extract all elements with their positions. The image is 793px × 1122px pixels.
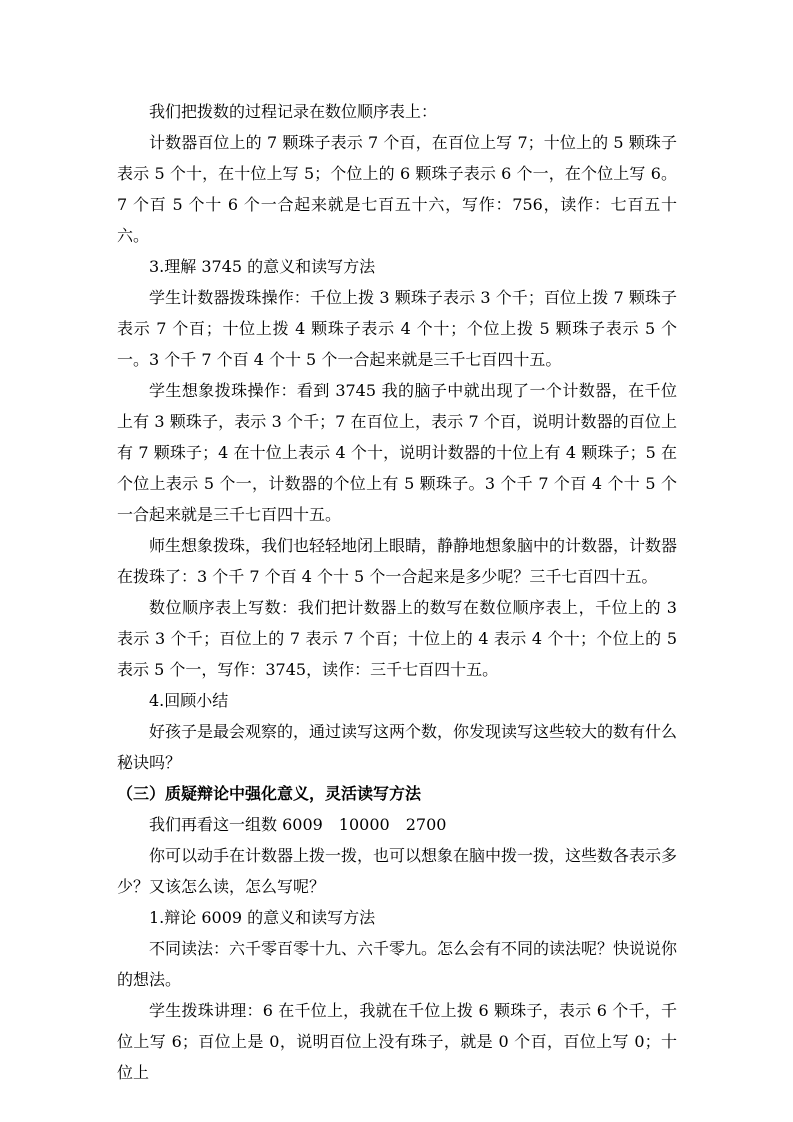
paragraph-record-intro: 我们把拨数的过程记录在数位顺序表上：	[149, 102, 438, 121]
paragraph-756-explanation: 计数器百位上的 7 颗珠子表示 7 个百，在百位上写 7；十位上的 5 颗珠子表示 5 个十，在十位上写 5；个位上的 6 颗珠子表示 6 个一，在个位上写 6。7 个百 5 个十 6 个一合起来就是七百五十六，写作：756，读作：七百五十六。	[117, 133, 677, 245]
paragraph-step3-title: 3.理解 3745 的意义和读写方法	[149, 257, 376, 276]
document-body	[117, 96, 677, 1088]
paragraph-imagine-operation: 学生想象拨珠操作：看到 3745 我的脑子中就出现了一个计数器，在千位上有 3 颗珠子，表示 3 个千；7 在百位上，表示 7 个百，说明计数器的百位上有 7 颗珠子；4 在十位上表示 4 个十，说明计数器的十位上有 4 颗珠子；5 在个位上表示 5 个一，计数器的个位上有 5 颗珠子。3 个千 7 个百 4 个十 5 个一合起来就是三千七百四十五。	[117, 381, 677, 524]
paragraph-student-reasoning: 学生拨珠讲理：6 在千位上，我就在千位上拨 6 颗珠子，表示 6 个千，千位上写 6；百位上是 0，说明百位上没有珠子，就是 0 个百，百位上写 0；十位上	[117, 1001, 677, 1082]
paragraph-number-group: 我们再看这一组数 6009 10000 2700	[149, 815, 447, 834]
paragraph-teacher-student-imagine: 师生想象拨珠，我们也轻轻地闭上眼睛，静静地想象脑中的计数器，计数器在拨珠了：3 个千 7 个百 4 个十 5 个一合起来是多少呢？三千七百四十五。	[117, 536, 678, 586]
paragraph-try-question: 你可以动手在计数器上拨一拨，也可以想象在脑中拨一拨，这些数各表示多少？又该怎么读，怎么写呢？	[117, 846, 678, 896]
paragraph-summary-question: 好孩子是最会观察的，通过读写这两个数，你发现读写这些较大的数有什么秘诀吗？	[117, 722, 678, 772]
paragraph-place-value-table: 数位顺序表上写数：我们把计数器上的数写在数位顺序表上，千位上的 3 表示 3 个千；百位上的 7 表示 7 个百；十位上的 4 表示 4 个十；个位上的 5 表示 5 个一，写作：3745，读作：三千七百四十五。	[117, 598, 677, 679]
paragraph-debate-6009-title: 1.辩论 6009 的意义和读写方法	[149, 908, 376, 927]
paragraph-bead-operation: 学生计数器拨珠操作：千位上拨 3 颗珠子表示 3 个千；百位上拨 7 颗珠子表示 7 个百；十位上拨 4 颗珠子表示 4 个十；个位上拨 5 颗珠子表示 5 个一。3 个千 7 个百 4 个十 5 个一合起来就是三千七百四十五。	[117, 288, 677, 369]
paragraph-step4-title: 4.回顾小结	[149, 691, 229, 710]
paragraph-different-readings: 不同读法：六千零百零十九、六千零九。怎么会有不同的读法呢？快说说你的想法。	[117, 939, 678, 989]
section-heading: （三）质疑辩论中强化意义，灵活读写方法	[117, 784, 422, 803]
